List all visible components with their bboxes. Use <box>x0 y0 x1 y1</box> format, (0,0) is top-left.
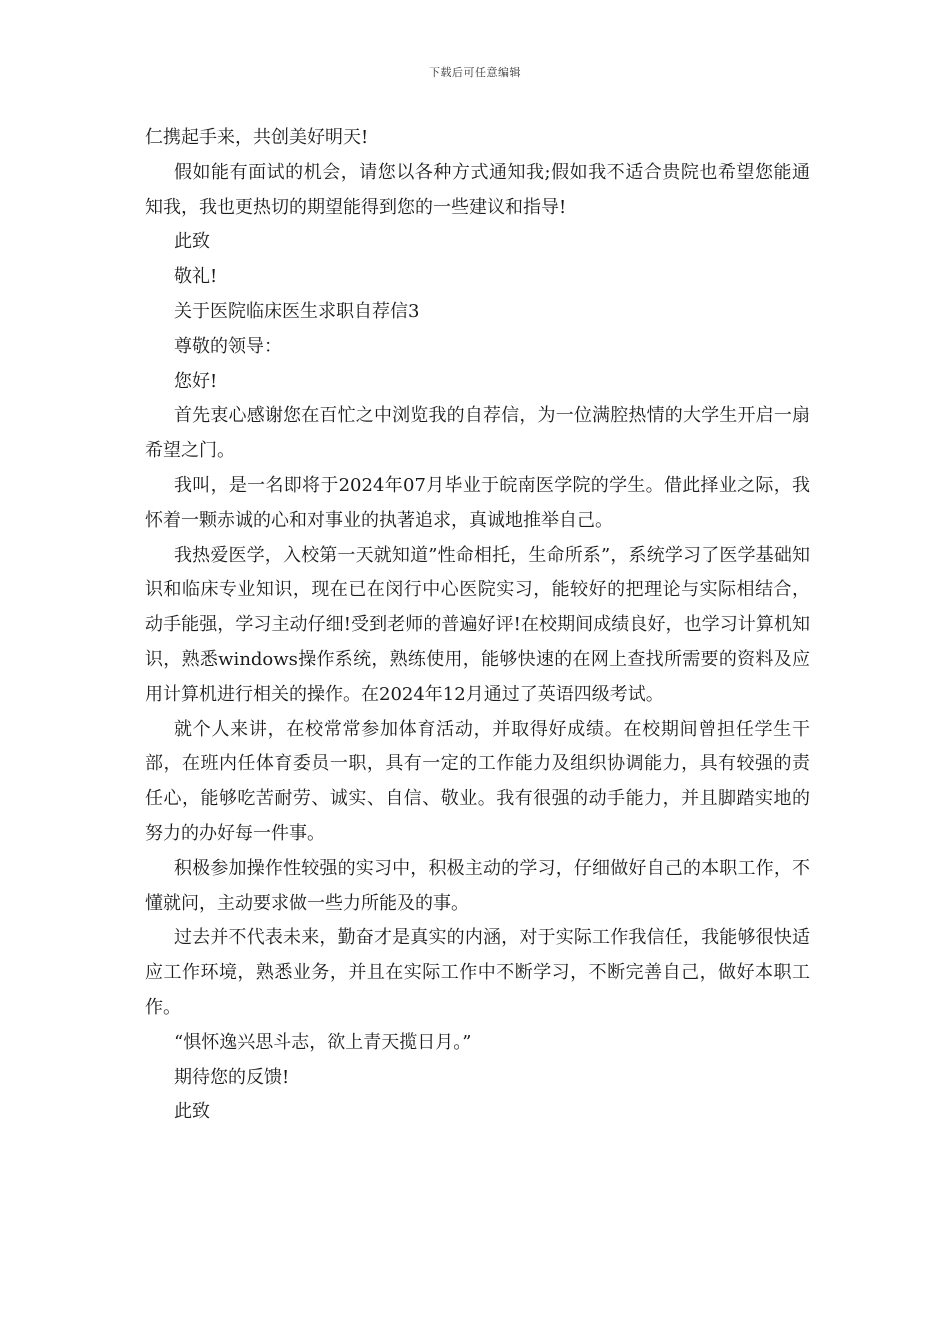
closing-jingli: 敬礼! <box>174 266 218 288</box>
page-header: 下载后可任意编辑 <box>429 66 521 79</box>
paragraph-future: 过去并不代表未来，勤奋才是真实的内涵，对于实际工作我信任，我能够很快适应工作环境，熟悉业务，并且在实际工作中不断学习，不断完善自己，做好本职工作。 <box>145 927 810 1018</box>
letter-title: 关于医院临床医生求职自荐信3 <box>174 300 420 322</box>
paragraph-introduction: 我叫，是一名即将于2024年07月毕业于皖南医学院的学生。借此择业之际，我怀着一颗赤诚的心和对事业的执著追求，真诚地推举自己。 <box>145 474 810 531</box>
paragraph-personal: 就个人来讲，在校常常参加体育活动，并取得好成绩。在校期间曾担任学生干部，在班内任体育委员一职，具有一定的工作能力及组织协调能力，具有较强的责任心，能够吃苦耐劳、诚实、自信、敬业。我有很强的动手能力，并且脚踏实地的努力的办好每一件事。 <box>145 718 810 844</box>
paragraph-medical-study: 我热爱医学，入校第一天就知道”性命相托，生命所系”，系统学习了医学基础知识和临床专业知识，现在已在闵行中心医院实习，能较好的把理论与实际相结合，动手能强，学习主动仔细!受到老师的普遍好评!在校期间成绩良好，也学习计算机知识，熟悉windows操作系统，熟练使用，能够快速的在网上查找所需要的资料及应用计算机进行相关的操作。在2024年12月通过了英语四级考试。 <box>145 544 810 705</box>
salutation: 尊敬的领导： <box>174 335 282 357</box>
paragraph-awaiting-feedback: 期待您的反馈! <box>174 1066 290 1088</box>
closing-cizhi-final: 此致 <box>174 1101 210 1123</box>
paragraph-quote: “惧怀逸兴思斗志，欲上青天揽日月。” <box>174 1031 472 1053</box>
paragraph-thanks: 首先衷心感谢您在百忙之中浏览我的自荐信，为一位满腔热情的大学生开启一扇希望之门。 <box>145 405 810 462</box>
paragraph-closing-continuation: 仁携起手来，共创美好明天! <box>145 127 369 148</box>
closing-cizhi: 此致 <box>174 231 210 253</box>
paragraph-internship: 积极参加操作性较强的实习中，积极主动的学习，仔细做好自己的本职工作，不懂就问，主动要求做一些力所能及的事。 <box>145 857 810 914</box>
document-body <box>145 121 810 1130</box>
greeting: 您好! <box>174 370 218 392</box>
paragraph-interview-request: 假如能有面试的机会，请您以各种方式通知我;假如我不适合贵院也希望您能通知我，我也更热切的期望能得到您的一些建议和指导! <box>145 161 810 218</box>
